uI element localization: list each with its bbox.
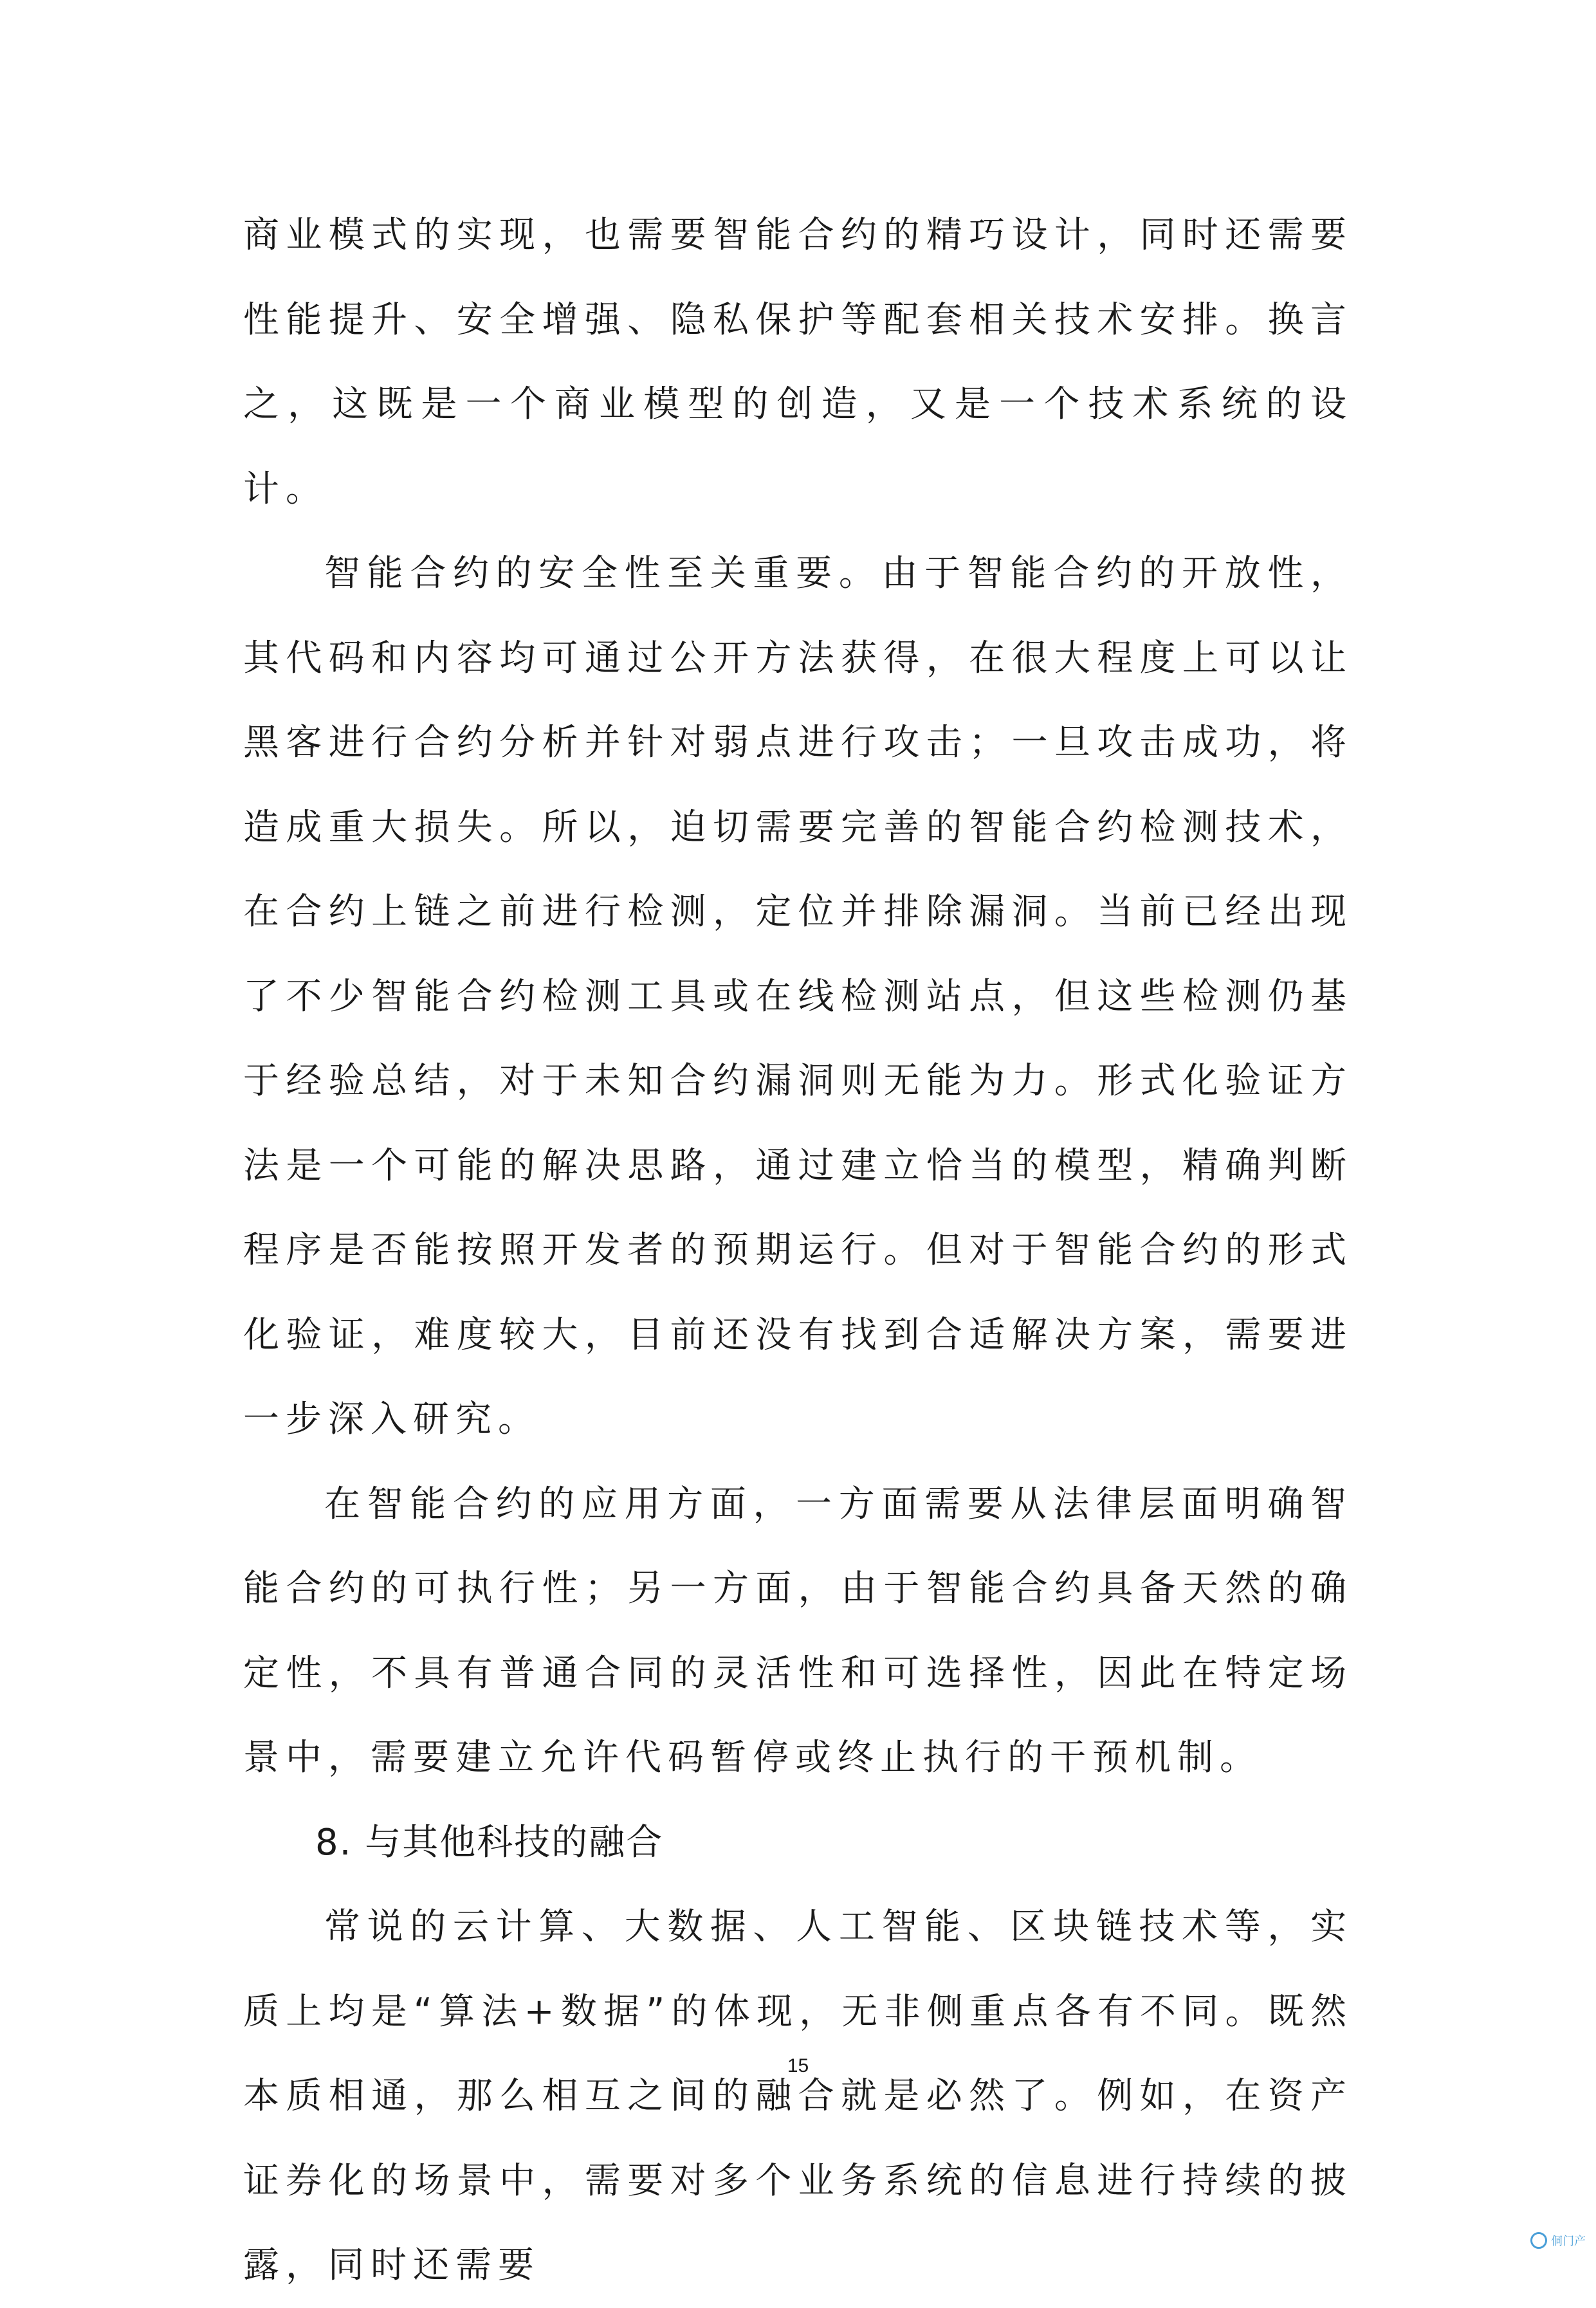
logo-ring-icon: [1530, 2232, 1547, 2249]
section-heading: 8. 与其他科技的融合: [315, 1821, 664, 1864]
paragraph-3: 在智能合约的应用方面，一方面需要从法律层面明确智能合约的可执行性；另一方面，由于智能合约具备天然的确定性，不具有普通合同的灵活性和可选择性，因此在特定场景中，需要建立允许代码暂停或终止执行的干预机制。: [243, 1483, 1353, 1779]
watermark-logo: [1530, 2232, 1586, 2249]
paragraph-1: 商业模式的实现，也需要智能合约的精巧设计，同时还需要性能提升、安全增强、隐私保护等配套相关技术安排。换言之，这既是一个商业模型的创造，又是一个技术系统的设计。: [243, 214, 1353, 510]
page-body: [243, 193, 1353, 2308]
page-number: 15: [787, 2055, 809, 2076]
watermark-text: 侗门产: [1551, 2235, 1586, 2248]
paragraph-4: 常说的云计算、大数据、人工智能、区块链技术等，实质上均是“算法+数据”的体现，无非侧重点各有不同。既然本质相通，那么相互之间的融合就是必然了。例如，在资产证券化的场景中，需要对多个业务系统的信息进行持续的披露，同时还需要: [243, 1906, 1353, 2286]
paragraph-2: 智能合约的安全性至关重要。由于智能合约的开放性，其代码和内容均可通过公开方法获得，在很大程度上可以让黑客进行合约分析并针对弱点进行攻击；一旦攻击成功，将造成重大损失。所以，迫切需要完善的智能合约检测技术，在合约上链之前进行检测，定位并排除漏洞。当前已经出现了不少智能合约检测工具或在线检测站点，但这些检测仍基于经验总结，对于未知合约漏洞则无能为力。形式化验证方法是一个可能的解决思路，通过建立恰当的模型，精确判断程序是否能按照开发者的预期运行。但对于智能合约的形式化验证，难度较大，目前还没有找到合适解决方案，需要进一步深入研究。: [243, 553, 1353, 1440]
